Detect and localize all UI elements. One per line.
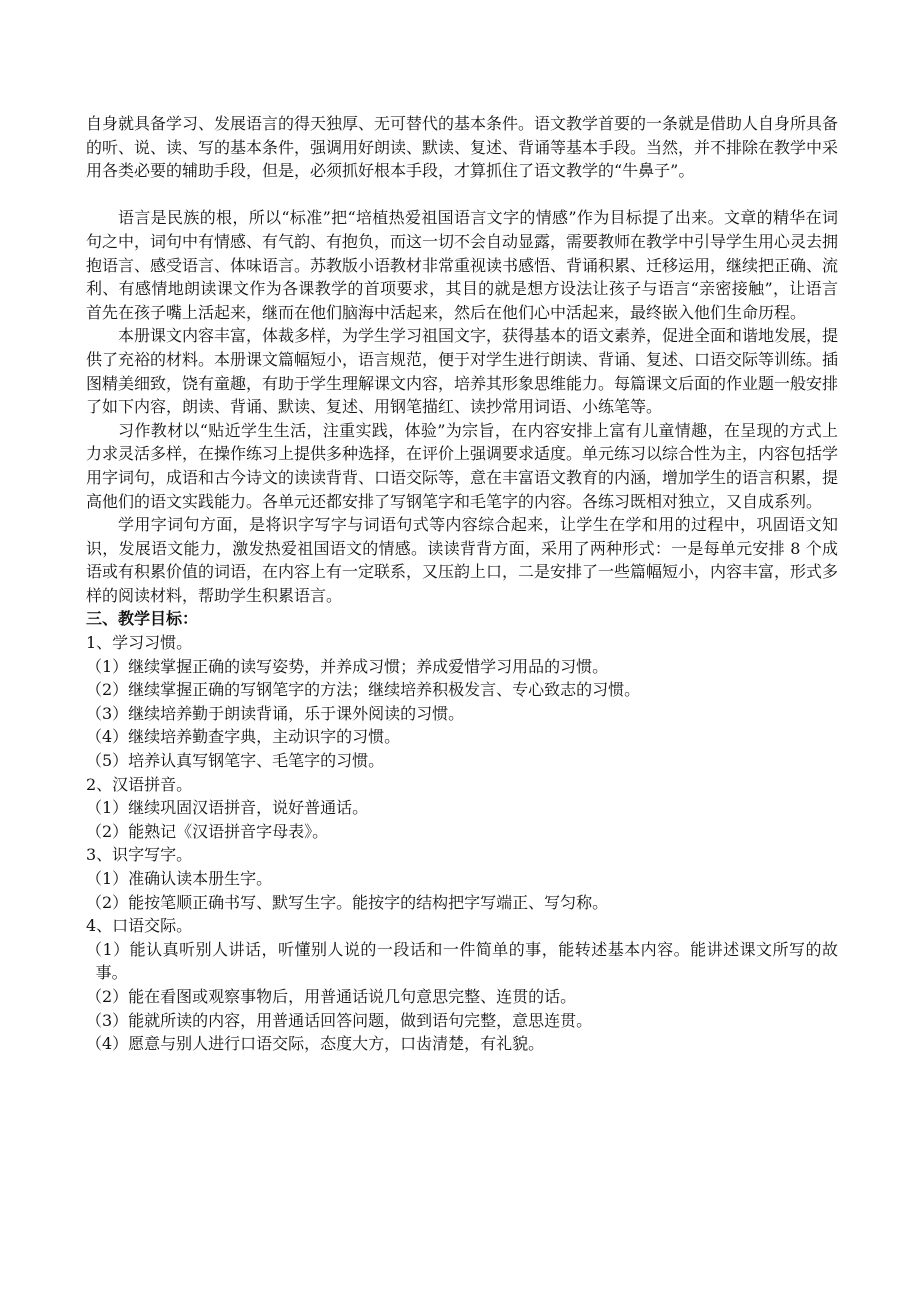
goal-item: （2）能在看图或观察事物后，用普通话说几句意思完整、连贯的话。 xyxy=(86,986,577,1006)
body-paragraph: 学用字词句方面，是将识字写字与词语句式等内容综合起来，让学生在学和用的过程中，巩固语文知识，发展语文能力，激发热爱祖国语文的情感。读读背背方面，采用了两种形式：一是每单元安排 8 个成语或有积累价值的词语，在内容上有一定联系，又压韵上口，二是安排了一些篇幅短小，内容丰富，形式多样的阅读材料，帮助学生积累语言。 xyxy=(86,515,839,605)
body-paragraph: 自身就具备学习、发展语言的得天独厚、无可替代的基本条件。语文教学首要的一条就是借助人自身所具备的听、说、读、写的基本条件，强调用好朗读、默读、复述、背诵等基本手段。当然，并不排除在教学中采用各类必要的辅助手段，但是，必须抓好根本手段，才算抓住了语文教学的“牛鼻子”。 xyxy=(86,114,839,181)
blank-line xyxy=(86,183,838,207)
goal-item: （2）继续掌握正确的写钢笔字的方法；继续培养积极发言、专心致志的习惯。 xyxy=(86,680,641,700)
goal-item: （1）继续掌握正确的读写姿势，并养成习惯；养成爱惜学习用品的习惯。 xyxy=(86,656,609,676)
body-paragraph: 习作教材以“贴近学生生活，注重实践，体验”为宗旨，在内容安排上富有儿童情趣，在呈现的方式上力求灵活多样，在操作练习上提供多种选择，在评价上强调要求适度。单元练习以综合性为主，内容包括学用字词句，成语和古今诗文的读读背背、口语交际等，意在丰富语文教育的内涵，增加学生的语言积累，提高他们的语文实践能力。各单元还都安排了写钢笔字和毛笔字的内容。各练习既相对独立，又自成系列。 xyxy=(86,420,839,511)
goal-item: （2）能熟记《汉语拼音字母表》。 xyxy=(86,821,329,841)
section-heading: 三、教学目标： xyxy=(86,609,199,629)
goal-item: （2）能按笔顺正确书写、默写生字。能按字的结构把字写端正、写匀称。 xyxy=(86,892,609,912)
goal-item: （4）继续培养勤查字典，主动识字的习惯。 xyxy=(86,727,401,747)
body-paragraph: 语言是民族的根，所以“标准”把“培植热爱祖国语言文字的情感”作为目标提了出来。文章的精华在词句之中，词句中有情感、有气韵、有抱负，而这一切不会自动显露，需要教师在教学中引导学生用心灵去拥抱语言、感受语言、体味语言。苏教版小语教材非常重视读书感悟、背诵积累、迁移运用，继续把正确、流利、有感情地朗读课文作为各课教学的首项要求，其目的就是想方设法让孩子与语言“亲密接触”，让语言首先在孩子嘴上活起来，继而在他们脑海中活起来，然后在他们心中活起来，最终嵌入他们生命历程。 xyxy=(86,208,839,322)
goal-item: （1）继续巩固汉语拼音，说好普通话。 xyxy=(86,798,369,818)
goal-item: （4）愿意与别人进行口语交际，态度大方，口齿清楚，有礼貌。 xyxy=(86,1034,545,1054)
document-page xyxy=(86,112,838,1056)
goal-item: （1）准确认读本册生字。 xyxy=(86,869,273,888)
goal-item: （3）继续培养勤于朗读背诵，乐于课外阅读的习惯。 xyxy=(86,703,465,723)
goal-item: （5）培养认真写钢笔字、毛笔字的习惯。 xyxy=(86,751,385,771)
goal-title: 2、汉语拼音。 xyxy=(86,774,193,794)
body-paragraph: 本册课文内容丰富，体裁多样，为学生学习祖国文字，获得基本的语文素养，促进全面和谐地发展，提供了充裕的材料。本册课文篇幅短小，语言规范，便于对学生进行朗读、背诵、复述、口语交际等训练。插图精美细致，饶有童趣，有助于学生理解课文内容，培养其形象思维能力。每篇课文后面的作业题一般安排了如下内容，朗读、背诵、默读、复述、用钢笔描红、读抄常用词语、小练笔等。 xyxy=(86,326,839,417)
goal-item: （1）能认真听别人讲话，听懂别人说的一段话和一件简单的事，能转述基本内容。能讲述课文所写的故事。 xyxy=(86,939,838,983)
goal-title: 3、识字写字。 xyxy=(86,845,193,865)
goal-item: （3）能就所读的内容，用普通话回答问题，做到语句完整，意思连贯。 xyxy=(86,1010,593,1030)
goal-title: 4、口语交际。 xyxy=(86,916,193,936)
goal-title: 1、学习习惯。 xyxy=(86,633,193,653)
